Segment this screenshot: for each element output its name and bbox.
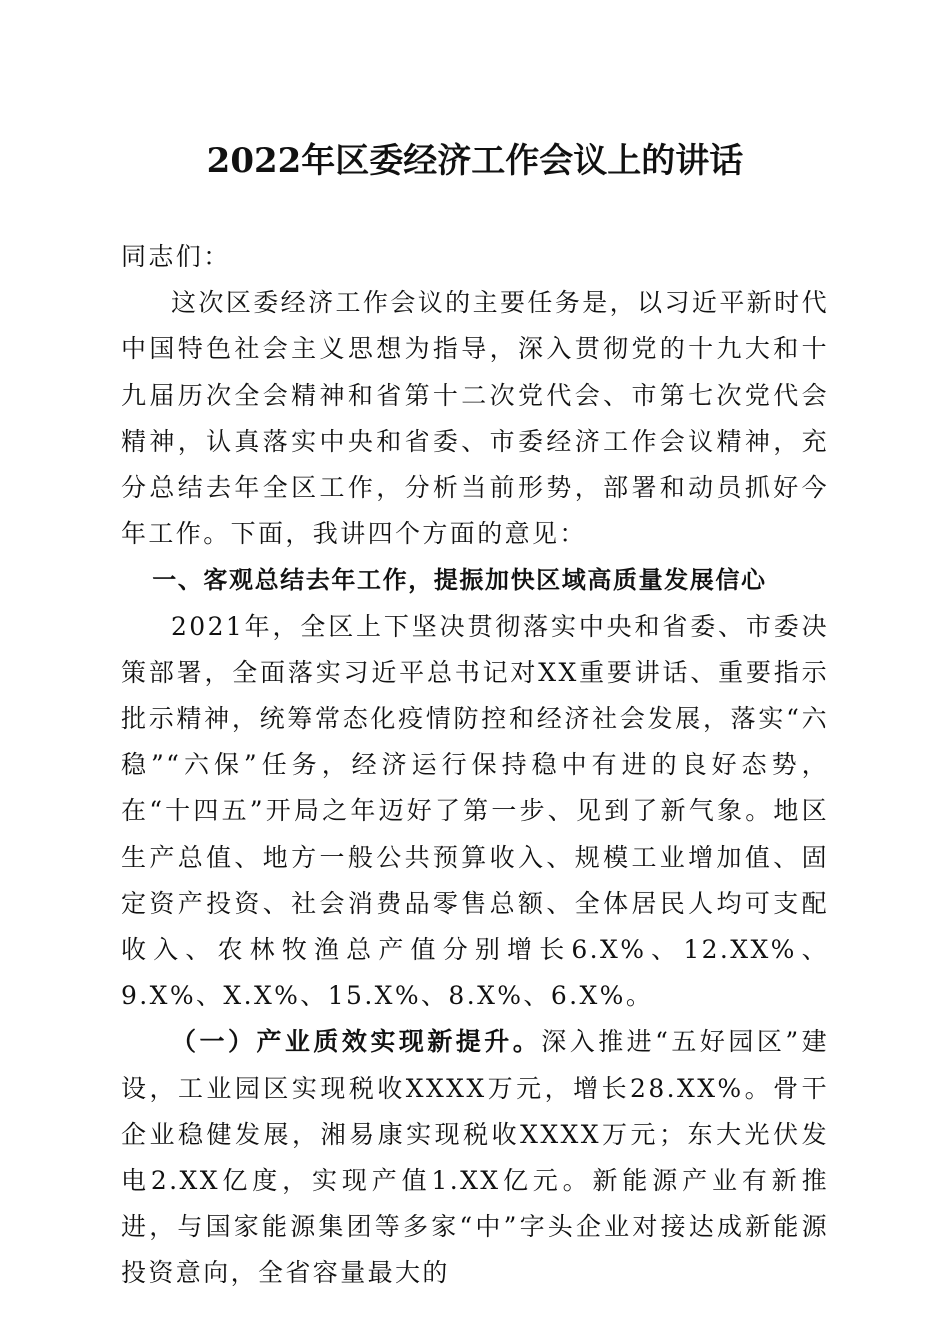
section-paragraph: 2021年，全区上下坚决贯彻落实中央和省委、市委决策部署，全面落实习近平总书记对XX重要讲话、重要指示批示精神，统筹常态化疫情防控和经济社会发展，落实“六稳”“六保”任务，经济运行保持稳中有进的良好态势，在“十四五”开局之年迈好了第一步、见到了新气象。地区生产总值、地方一般公共预算收入、规模工业增加值、固定资产投资、社会消费品零售总额、全体居民人均可支配收入、农林牧渔总产值分别增长6.X%、12.XX%、9.X%、X.X%、15.X%、8.X%、6.X%。	[121, 611, 829, 1011]
subsection-text: 深入推进“五好园区”建设，工业园区实现税收XXXX万元，增长28.XX%。骨干企业稳健发展，湘易康实现税收XXXX万元；东大光伏发电2.XX亿度，实现产值1.XX亿元。新能源产业有新推进，与国家能源集团等多家“中”字头企业对接达成新能源投资意向，全省容量最大的	[121, 1027, 829, 1288]
salutation: 同志们：	[121, 242, 231, 271]
document-body	[121, 234, 829, 1297]
section-heading: 一、客观总结去年工作，提振加快区域高质量发展信心	[152, 566, 767, 595]
document-title: 2022年区委经济工作会议上的讲话	[206, 141, 744, 181]
subsection-label: （一）产业质效实现新提升。	[171, 1027, 542, 1057]
intro-paragraph: 这次区委经济工作会议的主要任务是，以习近平新时代中国特色社会主义思想为指导，深入贯彻党的十九大和十九届历次全会精神和省第十二次党代会、市第七次党代会精神，认真落实中央和省委、市委经济工作会议精神，充分总结去年全区工作，分析当前形势，部署和动员抓好今年工作。下面，我讲四个方面的意见：	[121, 288, 829, 549]
subsection-paragraph	[121, 1019, 829, 1296]
